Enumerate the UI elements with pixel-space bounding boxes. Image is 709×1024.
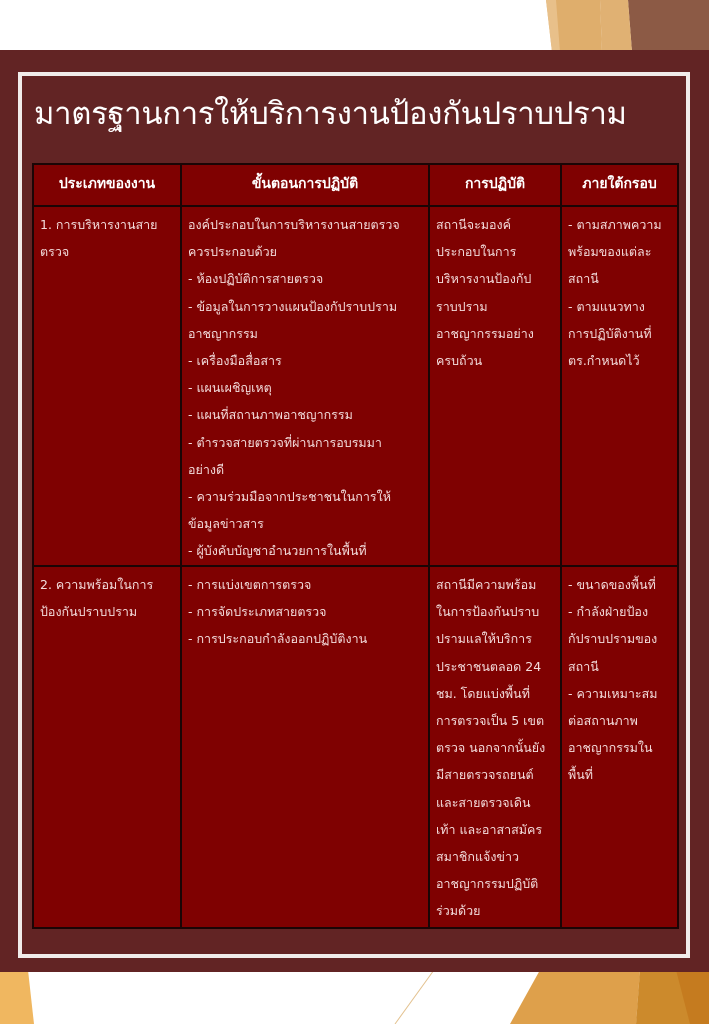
table-row: [33, 206, 678, 566]
standards-table: [32, 163, 679, 929]
text-line: สถานีมีความพร้อม: [436, 577, 537, 592]
text-line: เท้า และอาสาสมัคร: [436, 821, 543, 837]
text-line: การตรวจเป็น 5 เขต: [436, 713, 545, 729]
text-line: พื้นที่: [568, 767, 594, 783]
cell-framework: [561, 566, 678, 928]
text-line: - แผนเผชิญเหตุ: [188, 380, 272, 396]
cell-work-type: [33, 566, 181, 928]
text-line: ร่วมด้วย: [436, 903, 481, 919]
text-line: - การจัดประเภทสายตรวจ: [188, 604, 327, 620]
text-line: 1. การบริหารงานสาย: [40, 217, 158, 232]
text-line: สถานีจะมองค์: [436, 217, 512, 232]
text-line: อาชญากรรม: [188, 325, 258, 341]
text-line: ควรประกอบด้วย: [188, 244, 277, 260]
header-procedure: ขั้นตอนการปฏิบัติ: [181, 164, 429, 206]
cell-practice: [429, 206, 561, 566]
cell-framework: [561, 206, 678, 566]
text-line: พร้อมของแต่ละ: [568, 244, 652, 260]
text-line: ปรามแลให้บริการ: [436, 631, 532, 647]
text-line: - แผนที่สถานภาพอาชญากรรม: [188, 407, 353, 423]
text-line: การปฏิบัติงานที่: [568, 325, 652, 341]
text-line: อย่างดี: [188, 461, 225, 477]
text-line: - กำลังฝ่ายป้อง: [568, 604, 649, 620]
text-line: ตร.กำหนดไว้: [568, 353, 640, 369]
text-line: กัปราบปรามของ: [568, 631, 658, 647]
text-line: ประชาชนตลอด 24: [436, 658, 542, 674]
header-framework: ภายใต้กรอบ: [561, 164, 678, 206]
text-line: มีสายตรวจรถยนต์: [436, 767, 534, 783]
text-line: - การประกอบกำลังออกปฏิบัติงาน: [188, 631, 368, 647]
text-line: และสายตรวจเดิน: [436, 794, 531, 810]
cell-procedure: [181, 566, 429, 928]
text-line: - ข้อมูลในการวางแผนป้องกัปราบปราม: [188, 298, 398, 314]
text-line: ข้อมูลข่าวสาร: [188, 516, 264, 532]
text-line: - ความร่วมมือจากประชาชนในการให้: [188, 489, 391, 505]
table-header-row: [33, 164, 678, 206]
cell-practice: [429, 566, 561, 928]
text-line: สมาชิกแจ้งข่าว: [436, 849, 520, 865]
text-line: - ตามสภาพความ: [568, 217, 662, 232]
text-line: ในการป้องกันปราบ: [436, 604, 540, 620]
text-line: - เครื่องมือสื่อสาร: [188, 353, 282, 369]
text-line: บริหารงานป้องกัป: [436, 271, 532, 287]
text-line: อาชญากรรมปฏิบัติ: [436, 876, 539, 892]
text-line: สถานี: [568, 271, 599, 287]
text-line: อาชญากรรมอย่าง: [436, 325, 534, 341]
header-practice: การปฏิบัติ: [429, 164, 561, 206]
text-line: ชม. โดยแบ่งพื้นที่: [436, 685, 530, 701]
text-line: - การแบ่งเขตการตรวจ: [188, 577, 312, 592]
text-line: ตรวจ นอกจากนั้นยัง: [436, 740, 546, 756]
slide-title: มาตรฐานการให้บริการงานป้องกันปราบปราม: [34, 96, 627, 132]
text-line: - ตามแนวทาง: [568, 298, 645, 314]
header-work-type: ประเภทของงาน: [33, 164, 181, 206]
text-line: ต่อสถานภาพ: [568, 713, 638, 729]
text-line: - ห้องปฏิบัติการสายตรวจ: [188, 271, 324, 287]
cell-procedure: [181, 206, 429, 566]
text-line: องค์ประกอบในการบริหารงานสายตรวจ: [188, 217, 400, 232]
table-row: [33, 566, 678, 928]
cell-work-type: [33, 206, 181, 566]
text-line: - ผู้บังคับบัญชาอำนวยการในพื้นที่: [188, 543, 367, 559]
text-line: ตรวจ: [40, 244, 70, 260]
text-line: 2. ความพร้อมในการ: [40, 577, 154, 592]
text-line: - ตำรวจสายตรวจที่ผ่านการอบรมมา: [188, 434, 382, 450]
text-line: ป้องกันปราบปราม: [40, 604, 138, 620]
text-line: ประกอบในการ: [436, 244, 517, 260]
text-line: ราบปราม: [436, 298, 488, 314]
text-line: สถานี: [568, 658, 599, 674]
text-line: อาชญากรรมใน: [568, 740, 653, 756]
text-line: - ความเหมาะสม: [568, 685, 658, 701]
text-line: ครบถ้วน: [436, 353, 483, 369]
text-line: - ขนาดของพื้นที่: [568, 577, 656, 592]
